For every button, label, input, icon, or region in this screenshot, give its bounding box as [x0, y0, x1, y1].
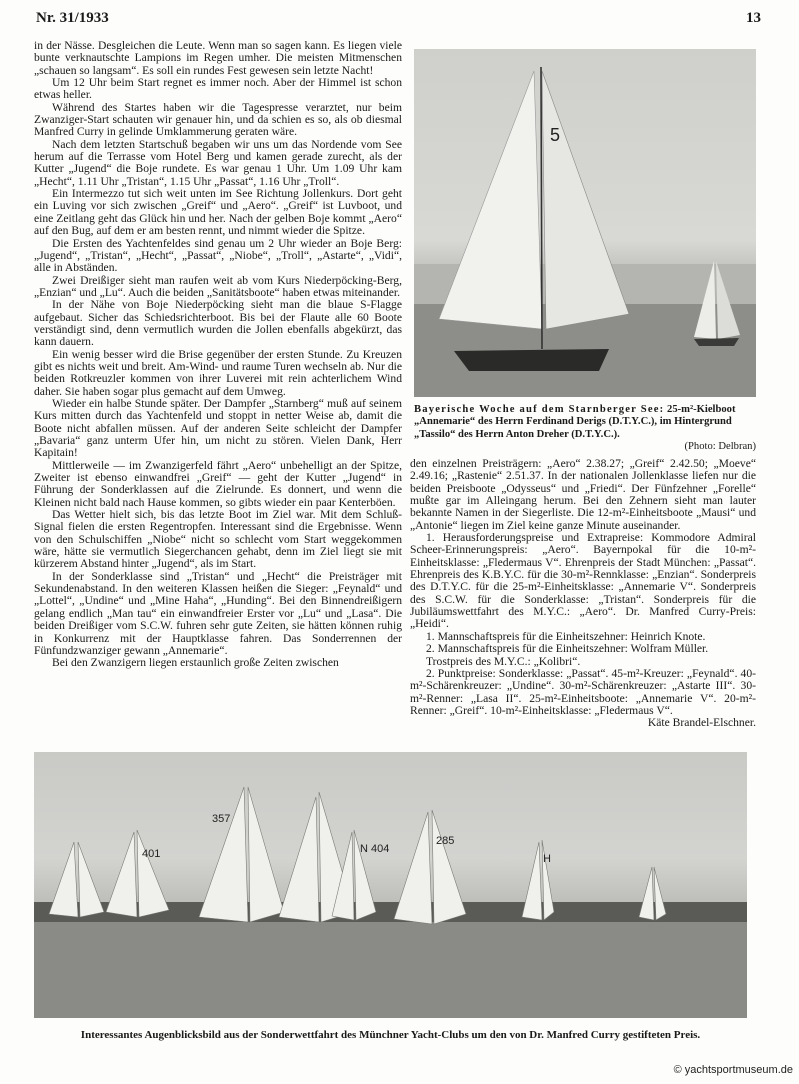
page-number: 13 — [746, 10, 761, 26]
photo-caption: Interessantes Augenblicksbild aus der Sonderwettfahrt des Münchner Yacht-Clubs um den von Dr. Manfred Curry gestifteten Preis. — [80, 1029, 701, 1041]
paragraph: Die Ersten des Yachtenfeldes sind genau um 2 Uhr wieder an Boje Berg: „Jugend“, „Tristan“, „Hecht“, „Passat“, „Niobe“, „Troll“, „Astarte“, „Vidi“, alle in Abständen. — [34, 236, 402, 275]
list-item-text: 2. Punktpreise: Sonderklasse: „Passat“. 45-m²-Kreuzer: „Feynald“. 40-m²-Schärenkreuzer: „Undine“. 30-m²-Schärenkreuzer: „Astarte III“. 30-m²-Renner: „Lasa II“. 25-m²-Einheitsboote: „Annemarie V“. 20-m²-Renner: „Greif“. 10-m²-Einheitsklasse: „Fledermaus V“. — [410, 666, 756, 717]
paragraph: Bei den Zwanzigern liegen erstaunlich große Zeiten zwischen — [52, 656, 339, 670]
author: Käte Brandel-Elschner. — [647, 716, 756, 730]
caption-text: 25-m²-Kielboot „Annemarie“ des Herrn Ferdinand Derigs (D.T.Y.C.), im Hintergrund „Tassilo“ des Herrn Anton Dreher (D.T.Y.C.). — [414, 404, 736, 440]
sail-number-1: 401 — [142, 848, 161, 860]
sail-number-2: 357 — [212, 813, 231, 825]
regatta-photo — [34, 752, 747, 1018]
list-item: Trostpreis des M.Y.C.: „Kolibri“. — [426, 654, 581, 668]
sailboat-illustration — [414, 49, 756, 397]
paragraph: Während des Startes haben wir die Tagespresse verarztet, nur beim Zwanziger-Start schauten wir genauer hin, und da schien es so, als ob diesmal Manfred Curry in gelinde Umklammerung geraten wäre. — [34, 100, 402, 139]
sail-number-4: 285 — [436, 835, 455, 847]
photo-caption — [414, 404, 756, 454]
caption-title: Bayerische Woche auf dem Starnberger See: — [414, 404, 665, 415]
prize-list — [410, 531, 756, 730]
paragraph: in der Nässe. Desgleichen die Leute. Wenn man so sagen kann. Es liegen viele bunte verknautschte Lampions im Regen umher. Die meisten Mitmenschen „schauen so langsam“. Es soll ein rundes Fest gewesen sein letzte Nacht! — [34, 39, 402, 77]
paragraph: Nach dem letzten Startschuß begaben wir uns um das Nordende vom See herum auf die Terrasse vom Hotel Berg und kamen gerade zurecht, als der Kutter „Jugend“ die Boje rundete. Es war genau 1 Uhr. Um 1.09 Uhr kam „Hecht“, 1.11 Uhr „Tristan“, 1.15 Uhr „Passat“, 1.16 Uhr „Troll“. — [34, 137, 402, 188]
regatta-illustration — [34, 752, 747, 1018]
paragraph: Ein Intermezzo tut sich weit unten im See Richtung Jollenkurs. Dort geht ein Luving vor sich zwischen „Greif“ und „Aero“. „Greif“ ist Luvboot, und eine Zeitlang geht das Glück hin und her. Nach der gelben Boje kommt „Aero“ auf den Bug, auf dem er am besten rennt, und nimmt wieder die Spitze. — [34, 187, 402, 238]
article-left-column — [34, 40, 402, 670]
sail-number: 5 — [550, 125, 561, 145]
photo-credit: (Photo: Delbran) — [684, 441, 756, 453]
list-item: 1. Herausforderungspreise und Extrapreise: Kommodore Admiral Scheer-Erinnerungspreis: „Aero“. Bayernpokal für die 10-m²-Einheitsklasse: „Fledermaus V“. Ehrenpreis der Stadt München: „Passat“. Ehrenpreis des K.B.Y.C. für die 30-m²-Rennklasse: „Enzian“. Sonderpreis des D.T.Y.C. für die 25-m²-Einheitsklasse: „Annemarie V“. Sonderpreis des S.C.W. für die Sonderklasse: „Tristan“. Sonderpreis für die Jubiläumswettfahrt des M.Y.C.: „Aero“. Dr. Manfred Curry-Preis: „Heidi“. — [410, 531, 756, 631]
list-item: 2. Mannschaftspreis für die Einheitszehner: Wolfram Müller. — [426, 642, 709, 656]
paragraph: Um 12 Uhr beim Start regnet es immer noch. Aber der Himmel ist schon etwas heller. — [34, 76, 402, 102]
list-item — [410, 666, 756, 730]
paragraph: Wieder ein halbe Stunde später. Der Dampfer „Starnberg“ muß auf seinem Kurs mitten durch das Yachtenfeld und stoppt in netter Weise ab, damit die Boote nicht abfallen müssen. Auf der anderen Seite schleicht der Dampfer „Bavaria“ ganz unterm Ufer hin, um nicht zu stören. Vielen Dank, Herr Kapitain! — [34, 396, 402, 460]
paragraph: Das Wetter hielt sich, bis das letzte Boot im Ziel war. Mit dem Schluß-Signal fielen die ersten Regentropfen. Interessant sind die Ergebnisse. Wenn von den Schulschiffen „Niobe“ nicht so schlecht vom Start weggekommen wäre, hätte sie vermutlich Siegerchancen gehabt, denn im Ziel liegt sie mit kürzerem Abstand hinter „Jugend“, als im Start. — [34, 508, 402, 571]
paragraph: Zwei Dreißiger sieht man raufen weit ab vom Kurs Niederpöcking-Berg, „Enzian“ und „Lu“. Auch die beiden „Sanitätsboote“ haben etwas miteinander. — [34, 273, 402, 299]
paragraph: Ein wenig besser wird die Brise gegenüber der ersten Stunde. Zu Kreuzen gibt es nichts weit und breit. Am-Wind- und raume Turen wechseln ab. Nur die beiden Rotkreuzler kommen von ihrer Luverei mit rein achterlichem Wind daher. Sie haben sogar plus gemacht auf dem Umweg. — [34, 347, 402, 398]
list-item: 1. Mannschaftspreis für die Einheitszehner: Heinrich Knote. — [426, 629, 706, 643]
paragraph: In der Sonderklasse sind „Tristan“ und „Hecht“ die Preisträger mit Sekundenabstand. In den weiteren Klassen heißen die Sieger: „Feynald“ und „Lottel“, „Undine“ und „Mine Haha“, „Hunding“. Bei den Binnendreißigern gelang endlich „Man tau“ ein einwandfreier Erster vor „Lu“ und „Lasa“. Die beiden Dreißiger vom S.C.W. fuhren sehr gute Zeiten, sie hätten können ruhig in Konkurrenz mit der Hauptklasse fahren. Das Sonderrennen der Fünfundzwanziger gewann „Annemarie“. — [34, 569, 402, 657]
watermark: © yachtsportmuseum.de — [673, 1064, 793, 1076]
article-right-column — [410, 458, 756, 730]
paragraph: den einzelnen Preisträgern: „Aero“ 2.38.27; „Greif“ 2.42.50; „Moeve“ 2.49.16; „Rastenie“ 2.51.37. In der nationalen Jollenklasse liefen nur die beiden Preisboote „Odysseus“ und „Friedi“. Der Fünfzehner „Forelle“ mußte gar im Alleingang herum. Bei den Zehnern sieht man lauter bekannte Namen in der Siegerliste. Die 12-m²-Einheitsboote „Mausi“ und „Antonie“ liegen im Ziel keine ganze Minute auseinander. — [410, 457, 756, 532]
paragraph: In der Nähe von Boje Niederpöcking sieht man die blaue S-Flagge aufgebaut. Sicher das Schiedsrichterboot. Bis bei der Flaute alle 60 Boote verständigt sind, denn vermutlich wurden die Jollen ebenfalls abgekürzt, das kann dauern. — [34, 298, 402, 349]
sailboat-photo — [414, 49, 756, 397]
sail-number-3: N 404 — [360, 843, 390, 855]
sail-number-5: H — [543, 853, 551, 865]
issue-number: Nr. 31/1933 — [36, 10, 109, 26]
paragraph: Mittlerweile — im Zwanzigerfeld fährt „Aero“ unbehelligt an der Spitze, Zweiter ist ebenso einwandfrei „Greif“ — geht der Kutter „Jugend“ in Führung der Sonderklassen auf die Zielrunde. Es donnert, und wenn die Kleinen nicht bald nach Hause kommen, so gibts wieder ein paar Kenterböen. — [34, 458, 402, 509]
